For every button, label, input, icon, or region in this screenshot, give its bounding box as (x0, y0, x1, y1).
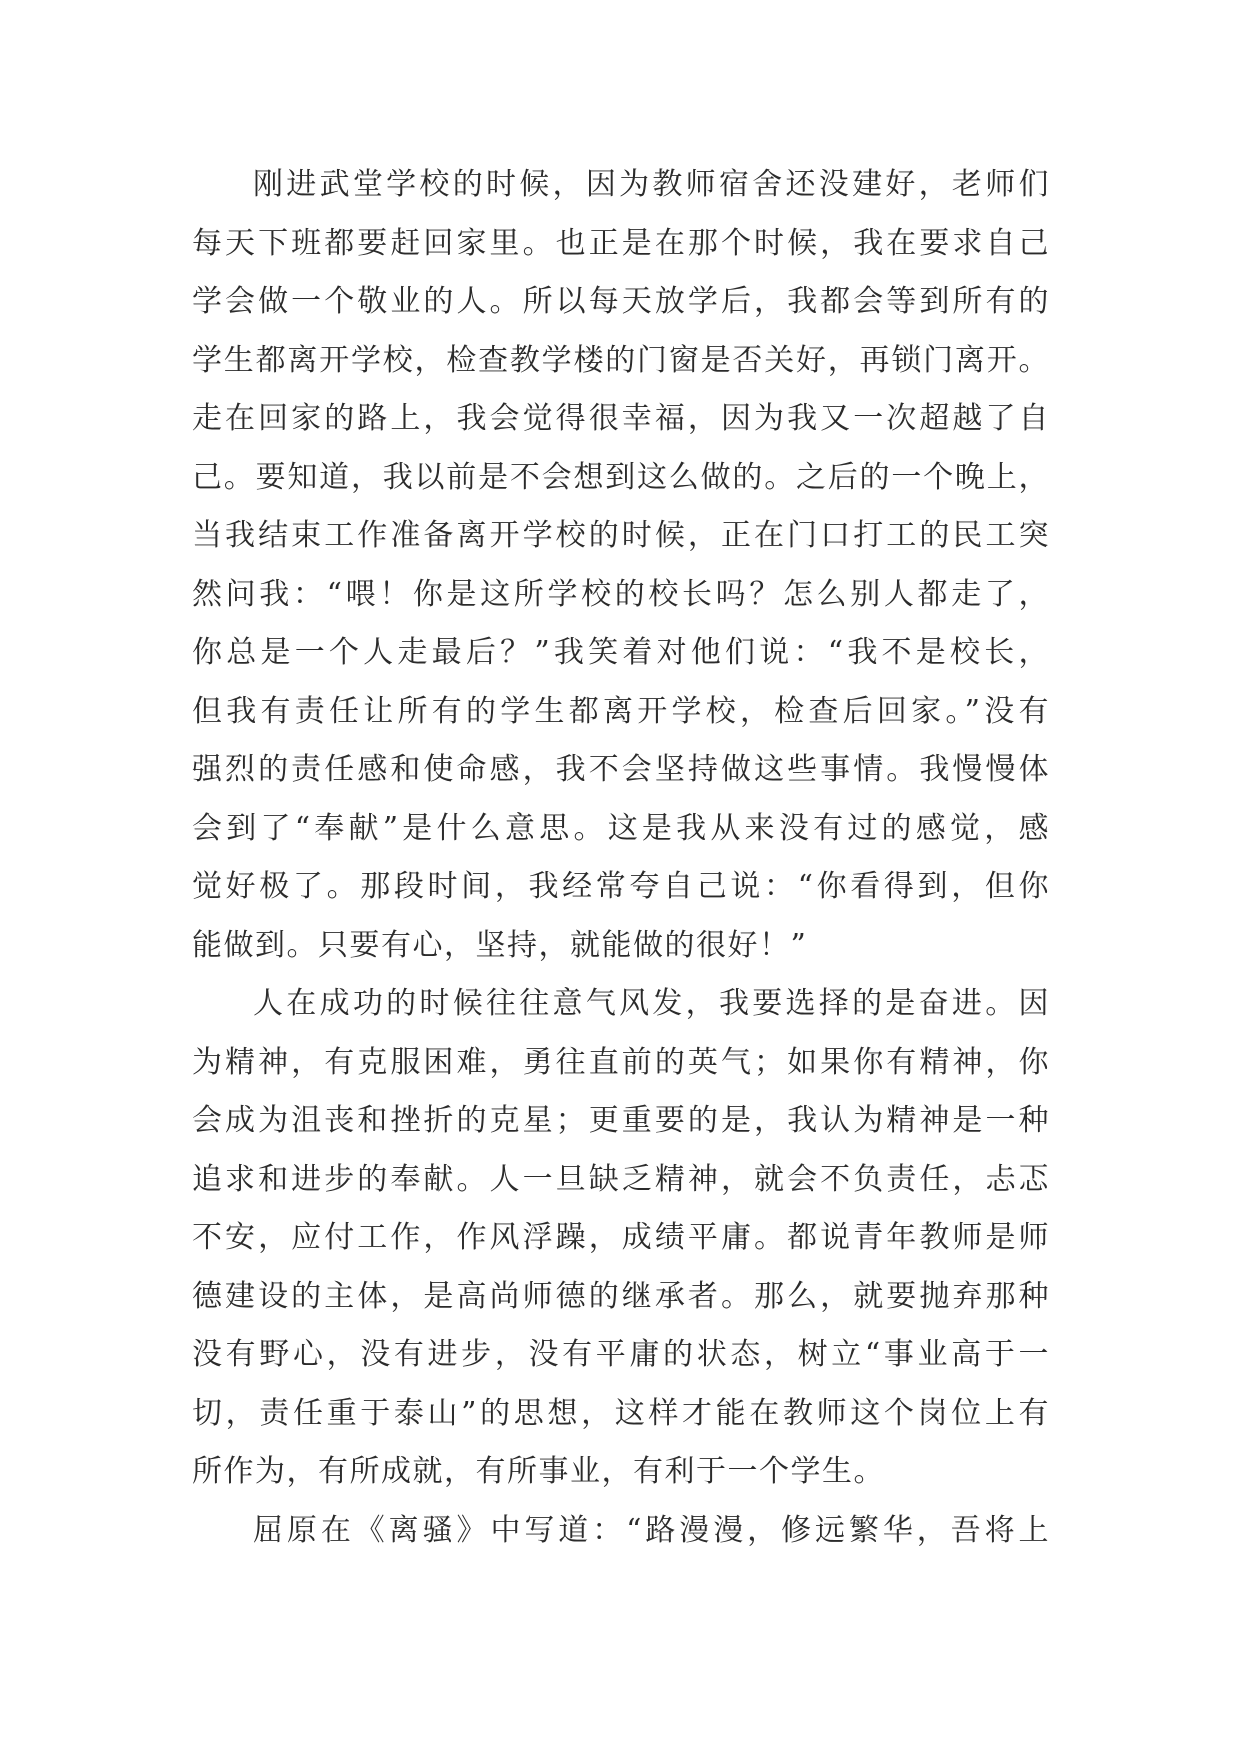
text-line: 学会做一个敬业的人。所以每天放学后，我都会等到所有的 (192, 284, 1050, 319)
text-line: 追求和进步的奉献。人一旦缺乏精神，就会不负责任，忐忑 (192, 1161, 1050, 1197)
text-line: 当我结束工作准备离开学校的时候，正在门口打工的民工突 (192, 518, 1050, 553)
text-line: 不安，应付工作，作风浮躁，成绩平庸。都说青年教师是师 (192, 1220, 1050, 1255)
text-line: 觉好极了。那段时间，我经常夸自己说：“你看得到，但你 (192, 869, 1050, 904)
text-line: 刚进武堂学校的时候，因为教师宿舍还没建好，老师们 (253, 167, 1050, 202)
text-line: 切，责任重于泰山”的思想，这样才能在教师这个岗位上有 (192, 1395, 1050, 1431)
text-line: 会到了“奉献”是什么意思。这是我从来没有过的感觉，感 (192, 810, 1050, 846)
text-line: 没有野心，没有进步，没有平庸的状态，树立“事业高于一 (192, 1337, 1050, 1372)
text-line: 强烈的责任感和使命感，我不会坚持做这些事情。我慢慢体 (192, 752, 1050, 787)
text-line: 学生都离开学校，检查教学楼的门窗是否关好，再锁门离开。 (192, 342, 1050, 378)
text-line: 人在成功的时候往往意气风发，我要选择的是奋进。因 (253, 986, 1050, 1021)
text-line: 但我有责任让所有的学生都离开学校，检查后回家。”没有 (192, 693, 1050, 729)
text-line: 你总是一个人走最后？”我笑着对他们说：“我不是校长， (192, 635, 1050, 670)
text-line: 每天下班都要赶回家里。也正是在那个时候，我在要求自己 (192, 225, 1050, 261)
text-line: 能做到。只要有心，坚持，就能做的很好！” (192, 927, 808, 963)
text-line: 然问我：“喂！你是这所学校的校长吗？怎么别人都走了， (192, 576, 1050, 612)
document-body (192, 156, 1050, 1560)
text-line: 所作为，有所成就，有所事业，有利于一个学生。 (192, 1454, 885, 1489)
text-line: 为精神，有克服困难，勇往直前的英气；如果你有精神，你 (192, 1044, 1050, 1080)
text-line: 会成为沮丧和挫折的克星；更重要的是，我认为精神是一种 (192, 1103, 1050, 1138)
text-line: 屈原在《离骚》中写道：“路漫漫，修远繁华，吾将上 (253, 1512, 1050, 1548)
text-line: 己。要知道，我以前是不会想到这么做的。之后的一个晚上， (192, 459, 1050, 495)
text-line: 德建设的主体，是高尚师德的继承者。那么，就要抛弃那种 (192, 1278, 1050, 1314)
text-line: 走在回家的路上，我会觉得很幸福，因为我又一次超越了自 (192, 401, 1050, 436)
